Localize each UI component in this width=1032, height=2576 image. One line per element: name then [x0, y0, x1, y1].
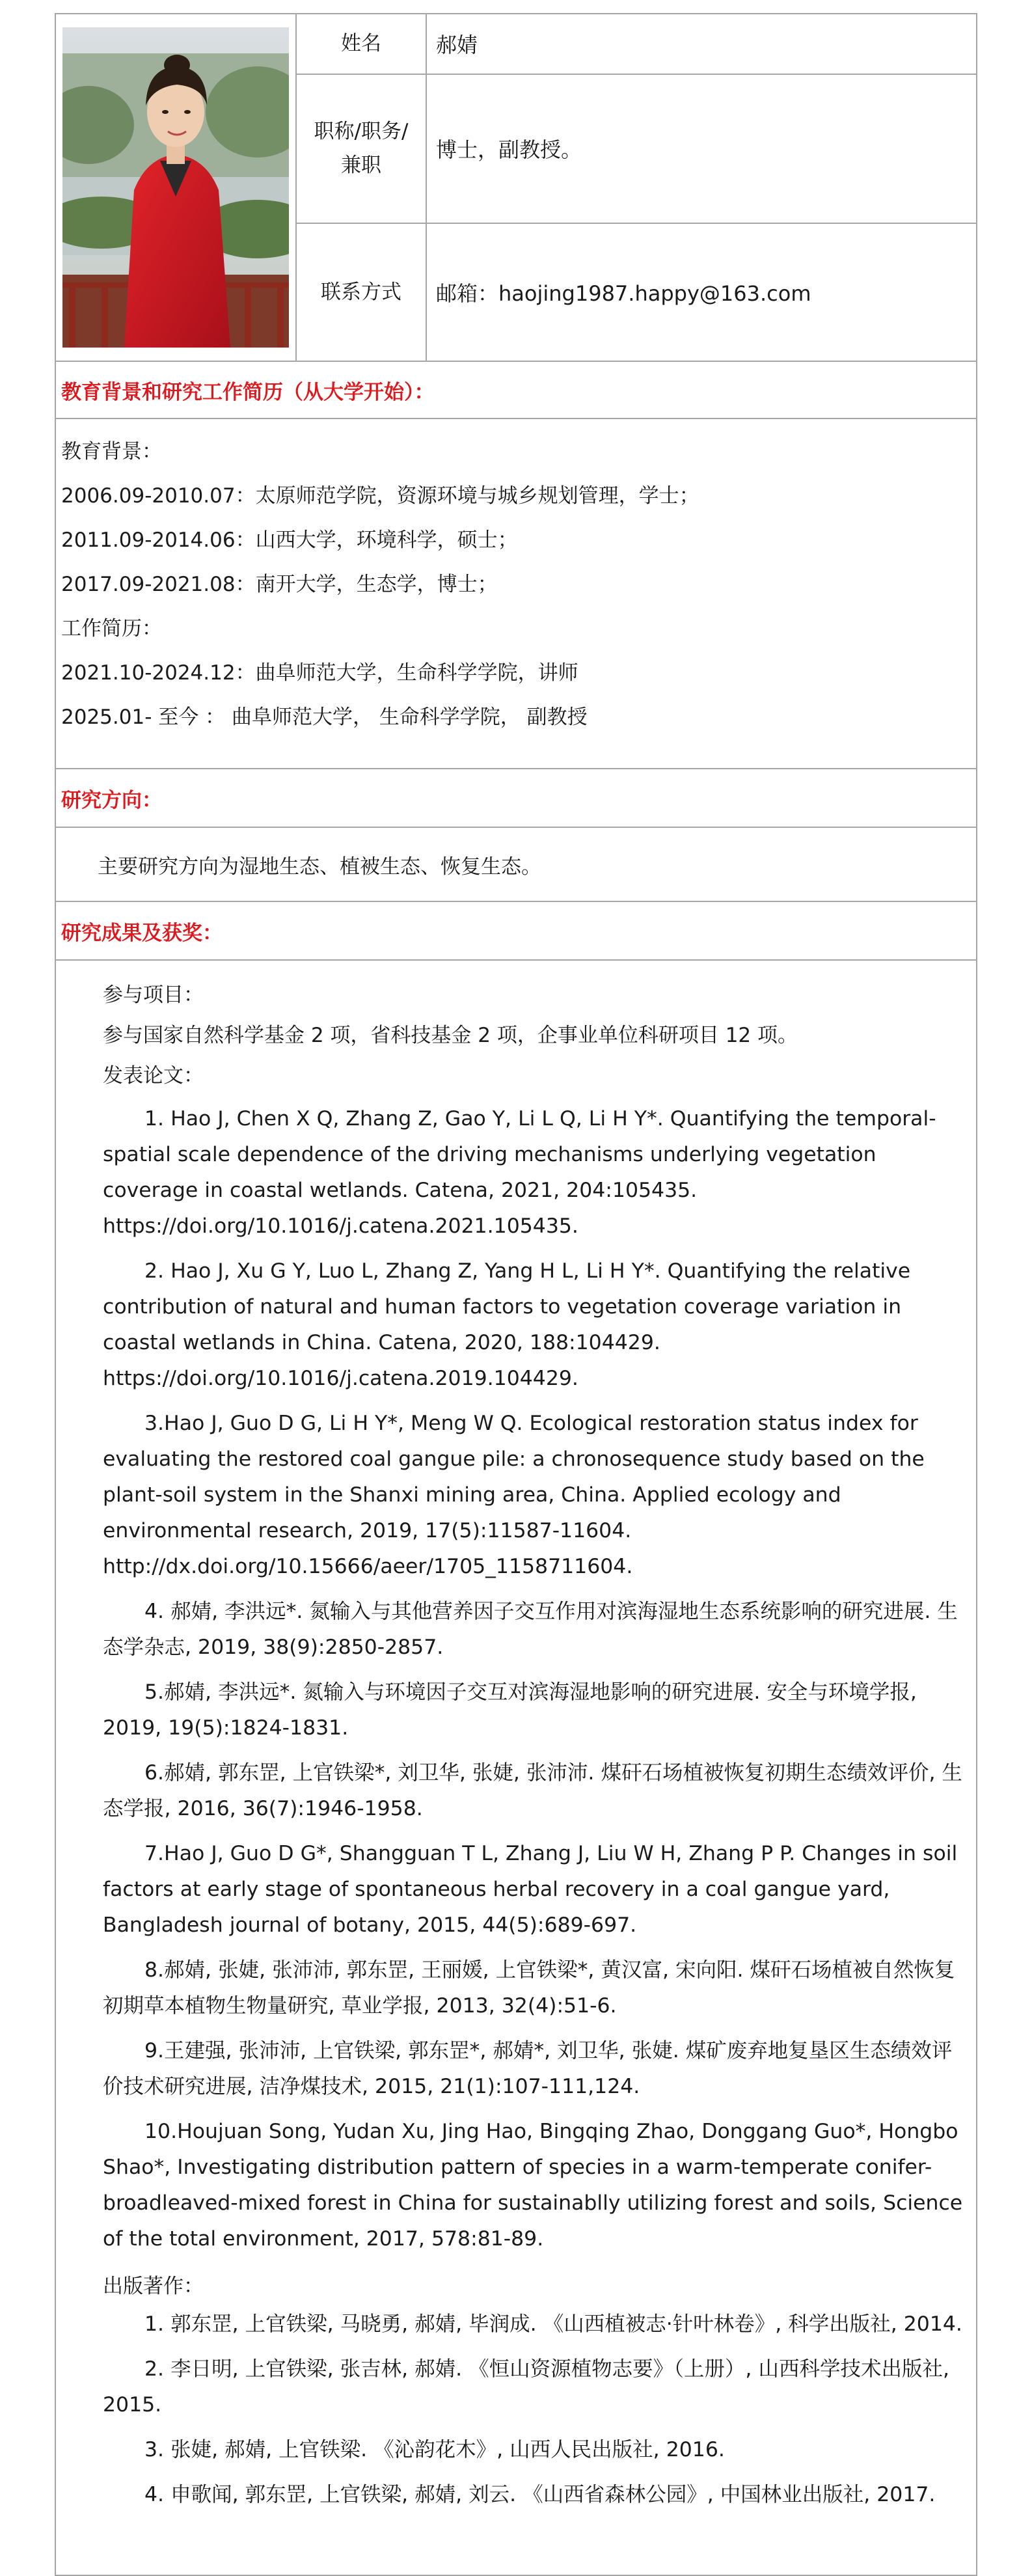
paper-item-7: 7.Hao J, Guo D G*, Shangguan T L, Zhang J, Liu W H, Zhang P P. Changes in soil factors at early stage of spontaneous herbal recovery in a coal gangue yard, Bangladesh journal of botany, 2015, 44(5):689-697. — [103, 1842, 958, 1937]
research-text: 主要研究方向为湿地生态、植被生态、恢复生态。 — [55, 827, 977, 901]
paper-item-4: 4. 郝婧, 李洪远*. 氮输入与其他营养因子交互作用对滨海湿地生态系统影响的研究进展. 生态学杂志, 2019, 38(9):2850-2857. — [103, 1600, 958, 1659]
paper-item-5: 5.郝婧, 李洪远*. 氮输入与环境因子交互对滨海湿地影响的研究进展. 安全与环境学报, 2019, 19(5):1824-1831. — [103, 1680, 917, 1740]
books-label: 出版著作： — [103, 2275, 204, 2298]
achievements-heading: 研究成果及获奖： — [55, 901, 977, 960]
contact-value: 邮箱：haojing1987.happy@163.com — [426, 223, 977, 361]
papers-label: 发表论文： — [103, 1064, 204, 1088]
name-label: 姓名 — [296, 14, 426, 74]
paper-item-8: 8.郝婧, 张婕, 张沛沛, 郭东罡, 王丽媛, 上官铁梁*, 黄汉富, 宋向阳. 煤矸石场植被自然恢复初期草本植物生物量研究, 草业学报, 2013, 32(4):51-6. — [103, 1958, 955, 2018]
work-label: 工作简历： — [61, 617, 162, 640]
projects-text: 参与国家自然科学基金 2 项，省科技基金 2 项，企事业单位科研项目 12 项。 — [103, 1024, 798, 1047]
education-label: 教育背景： — [61, 440, 162, 463]
portrait-image — [62, 27, 289, 348]
profile-document — [55, 13, 977, 2522]
paper-item-3: 3.Hao J, Guo D G, Li H Y*, Meng W Q. Ecological restoration status index for evaluating the restored coal gangue pile: a chronosequence study based on the plant-soil system in the Shanxi mining area, China. Applied ecology and environmental research, 2019, 17(5):11587-11604. http://dx.doi.org/10.15666/aeer/1705_1158711604. — [103, 1412, 925, 1578]
paper-item-10: 10.Houjuan Song, Yudan Xu, Jing Hao, Bingqing Zhao, Donggang Guo*, Hongbo Shao*, Investigating distribution pattern of species in a warm-temperate conifer-broadleaved-mixed forest in China for sustainablly utilizing forest and soils, Science of the total environment, 2017, 578:81-89. — [103, 2120, 963, 2251]
profile-table — [55, 13, 977, 2576]
contact-label: 联系方式 — [296, 223, 426, 361]
projects-label: 参与项目： — [103, 983, 204, 1007]
title-label — [296, 74, 426, 223]
education-item-2: 2011.09-2014.06：山西大学，环境科学，硕士； — [61, 528, 518, 552]
research-heading: 研究方向： — [55, 769, 977, 827]
book-item-4: 4. 申歌闻, 郭东罡, 上官铁梁, 郝婧, 刘云. 《山西省森林公园》, 中国林业出版社, 2017. — [144, 2483, 936, 2506]
education-section — [55, 418, 977, 769]
paper-item-9: 9.王建强, 张沛沛, 上官铁梁, 郭东罡*, 郝婧*, 刘卫华, 张婕. 煤矿废弃地复垦区生态绩效评价技术研究进展, 洁净煤技术, 2015, 21(1):107-111,124. — [103, 2039, 953, 2098]
book-item-3: 3. 张婕, 郝婧, 上官铁梁. 《沁韵花木》, 山西人民出版社, 2016. — [144, 2438, 725, 2461]
work-item-1: 2021.10-2024.12：曲阜师范大学，生命科学学院，讲师 — [61, 661, 578, 685]
portrait-photo — [62, 27, 289, 348]
education-heading: 教育背景和研究工作简历（从大学开始）： — [55, 361, 977, 418]
title-value: 博士，副教授。 — [426, 74, 977, 223]
paper-item-2: 2. Hao J, Xu G Y, Luo L, Zhang Z, Yang H L, Li H Y*. Quantifying the relative contribution of natural and human factors to vegetation coverage variation in coastal wetlands in China. Catena, 2020, 188:104429. https://doi.org/10.1016/j.catena.2019.104429. — [103, 1259, 911, 1390]
book-item-2: 2. 李日明, 上官铁梁, 张吉林, 郝婧. 《恒山资源植物志要》（上册）, 山西科学技术出版社, 2015. — [103, 2357, 949, 2417]
education-item-3: 2017.09-2021.08：南开大学，生态学，博士； — [61, 573, 498, 596]
paper-item-6: 6.郝婧, 郭东罡, 上官铁梁*, 刘卫华, 张婕, 张沛沛. 煤矸石场植被恢复初期生态绩效评价, 生态学报, 2016, 36(7):1946-1958. — [103, 1761, 962, 1820]
name-value: 郝婧 — [426, 14, 977, 74]
paper-item-1: 1. Hao J, Chen X Q, Zhang Z, Gao Y, Li L Q, Li H Y*. Quantifying the temporal-spatial scale dependence of the driving mechanisms underlying vegetation coverage in coastal wetlands. Catena, 2021, 204:105435. https://doi.org/10.1016/j.catena.2021.105435. — [103, 1107, 936, 1238]
achievements-section — [55, 960, 977, 2575]
photo-cell — [55, 14, 296, 361]
work-item-2: 2025.01- 至今 ： 曲阜师范大学， 生命科学学院， 副教授 — [61, 706, 588, 729]
book-item-1: 1. 郭东罡, 上官铁梁, 马晓勇, 郝婧, 毕润成. 《山西植被志·针叶林卷》, 科学出版社, 2014. — [144, 2312, 962, 2336]
title-label-text: 职称/职务/兼职 — [314, 120, 409, 178]
education-item-1: 2006.09-2010.07：太原师范学院，资源环境与城乡规划管理，学士； — [61, 484, 699, 508]
